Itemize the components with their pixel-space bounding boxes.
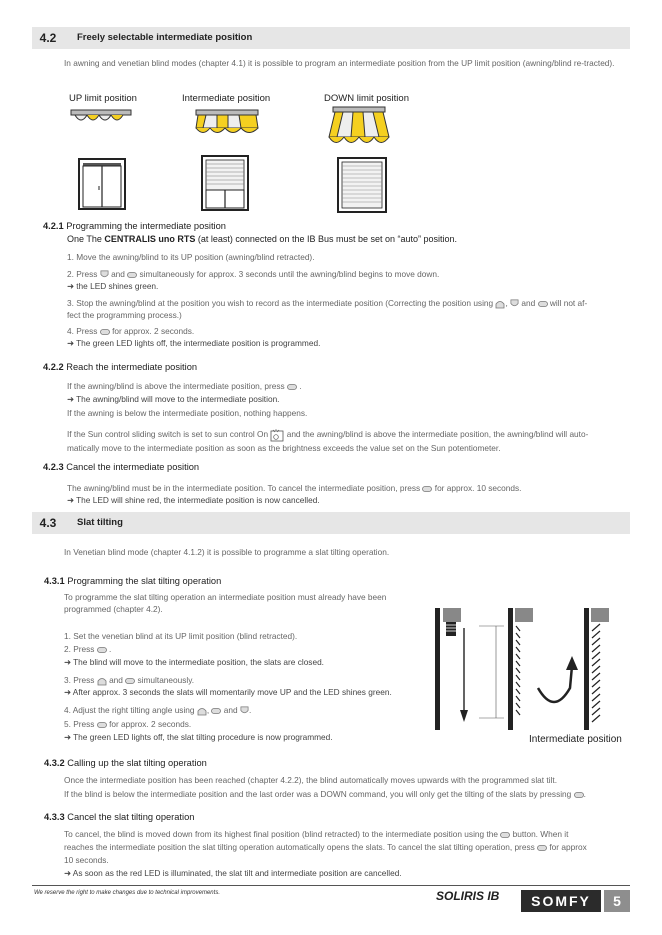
my-button-icon (537, 845, 547, 851)
slat-step-2-result: ➜ The blind will move to the intermediate position, the slats are closed. (64, 657, 324, 667)
cancel-slat-line-2: reaches the intermediate position the slat tilting operation automatically opens the slats. To cancel the slat tilting operation, press for approx (64, 842, 587, 852)
footer-disclaimer: We reserve the right to make changes due to technical improvements. (34, 890, 220, 896)
slat-tilt-diagram (434, 606, 634, 736)
awning-extended-illustration (328, 105, 390, 151)
subsection-4-3-3-heading: 4.3.3 Cancel the slat tilting operation (44, 812, 195, 822)
step-3: 3. Stop the awning/blind at the position you wish to record as the intermediate position (Correcting the position using , and will not af- (67, 298, 588, 308)
subsection-4-3-2-heading: 4.3.2 Calling up the slat tilting operation (44, 758, 207, 768)
subsection-4-2-3-heading: 4.2.3 Cancel the intermediate position (43, 462, 200, 472)
down-button-icon (100, 270, 109, 279)
label-intermediate: Intermediate position (182, 93, 271, 104)
cancel-slat-line-3: 10 seconds. (64, 855, 109, 865)
subsection-4-3-1-heading: 4.3.1 Programming the slat tilting operation (44, 576, 222, 586)
window-blind-down-illustration (337, 157, 387, 213)
up-button-icon (197, 706, 207, 716)
my-button-icon (574, 792, 584, 798)
slat-step-2: 2. Press . (64, 644, 112, 654)
slat-step-4: 4. Adjust the right tilting angle using , and . (64, 705, 252, 715)
down-button-icon (510, 299, 519, 308)
diagram-label: Intermediate position (529, 734, 622, 745)
section-title: Freely selectable intermediate position (77, 32, 253, 43)
my-button-icon (97, 722, 107, 728)
slat-step-3: 3. Press and simultaneously. (64, 675, 195, 685)
subsection-number: 4.2.1 (43, 221, 64, 231)
reach-line-1: If the awning/blind is above the intermediate position, press . (67, 381, 302, 391)
section-number: 4.3 (39, 516, 57, 530)
my-button-icon (125, 678, 135, 684)
cancel-slat-line-1: To cancel, the blind is moved down from its highest final position (blind retracted) to the intermediate position using the button. When it (64, 829, 569, 839)
my-button-icon (100, 329, 110, 335)
section-title: Slat tilting (77, 517, 123, 528)
step-3-cont: fect the programming process.) (67, 310, 182, 320)
page-number: 5 (604, 890, 630, 912)
step-1: 1. Move the awning/blind to its UP position (awning/blind retracted). (67, 252, 315, 262)
cancel-slat-line-4: ➜ As soon as the red LED is illuminated, the slat tilt and intermediate position are cancelled. (64, 868, 402, 878)
reach-line-3: If the awning is below the intermediate position, nothing happens. (67, 408, 308, 418)
product-name: SOLIRIS IB (436, 889, 500, 903)
calling-line-1: Once the intermediate position has been reached (chapter 4.2.2), the blind automatically moves upwards with the programmed slat tilt. (64, 775, 558, 785)
my-button-icon (422, 486, 432, 492)
cancel-line-2: ➜ The LED will shine red, the intermediate position is now cancelled. (67, 495, 320, 505)
step-2: 2. Press and simultaneously for approx. 3 seconds until the awning/blind begins to move down. (67, 269, 440, 279)
awning-intermediate-illustration (195, 108, 259, 138)
awning-retracted-illustration (70, 108, 132, 130)
section-number: 4.2 (39, 31, 57, 45)
slat-step-5-result: ➜ The green LED lights off, the slat tilting procedure is now programmed. (64, 732, 333, 742)
reach-line-2: ➜ The awning/blind will move to the intermediate position. (67, 394, 280, 404)
slat-para-1: To programme the slat tilting operation an intermediate position must already have been (64, 592, 387, 602)
my-button-icon (97, 647, 107, 653)
step-4-result: ➜ The green LED lights off, the intermediate position is programmed. (67, 338, 321, 348)
section-4-2-header (32, 27, 630, 49)
calling-line-2: If the blind is below the intermediate position and the last order was a DOWN command, you will only get the tilting of the slats by pressing . (64, 789, 586, 799)
down-button-icon (240, 706, 249, 715)
up-button-icon (495, 299, 505, 309)
slat-step-3-result: ➜ After approx. 3 seconds the slats will momentarily move UP and the LED shines green. (64, 687, 392, 697)
step-2-result: ➜ the LED shines green. (67, 281, 159, 291)
slat-step-1: 1. Set the venetian blind at its UP limit position (blind retracted). (64, 631, 298, 641)
sun-on-icon (270, 428, 284, 442)
section-4-2-intro: In awning and venetian blind modes (chapter 4.1) it is possible to program an intermediate position from the UP limit position (awning/blind re-tracted). (64, 58, 615, 68)
subsection-4-2-2-heading: 4.2.2 Reach the intermediate position (43, 362, 198, 372)
window-blind-up-illustration (78, 158, 126, 210)
label-down-limit: DOWN limit position (324, 93, 409, 104)
note-text: (at least) connected on the IB Bus must be set on “auto” position. (197, 234, 458, 244)
note-text: One The (67, 234, 102, 244)
up-button-icon (97, 676, 107, 686)
slat-step-5: 5. Press for approx. 2 seconds. (64, 719, 192, 729)
cancel-line-1: The awning/blind must be in the intermediate position. To cancel the intermediate position, press for approx. 10 seconds. (67, 483, 522, 493)
my-button-icon (500, 832, 510, 838)
note-product: CENTRALIS uno RTS (104, 234, 196, 244)
window-blind-intermediate-illustration (201, 155, 249, 211)
slat-para-2: programmed (chapter 4.2). (64, 604, 163, 614)
my-button-icon (287, 384, 297, 390)
subsection-4-2-1-heading (43, 220, 226, 232)
footer-divider (32, 885, 630, 886)
label-up-limit: UP limit position (69, 93, 137, 104)
my-button-icon (538, 301, 548, 307)
my-button-icon (211, 708, 221, 714)
section-4-3-intro: In Venetian blind mode (chapter 4.1.2) it is possible to programme a slat tilting operation. (64, 547, 390, 557)
somfy-logo: SOMFY (521, 890, 601, 912)
step-4: 4. Press for approx. 2 seconds. (67, 326, 195, 336)
reach-line-5: matically move to the intermediate position as soon as the brightness exceeds the value set on the Sun potentiometer. (67, 443, 501, 453)
centralis-note (67, 233, 457, 245)
section-4-3-header (32, 512, 630, 534)
my-button-icon (127, 272, 137, 278)
subsection-title: Programming the intermediate position (66, 221, 226, 231)
reach-line-4: If the Sun control sliding switch is set to sun control On and the awning/blind is above the intermediate position, the awning/blind will auto- (67, 428, 637, 442)
